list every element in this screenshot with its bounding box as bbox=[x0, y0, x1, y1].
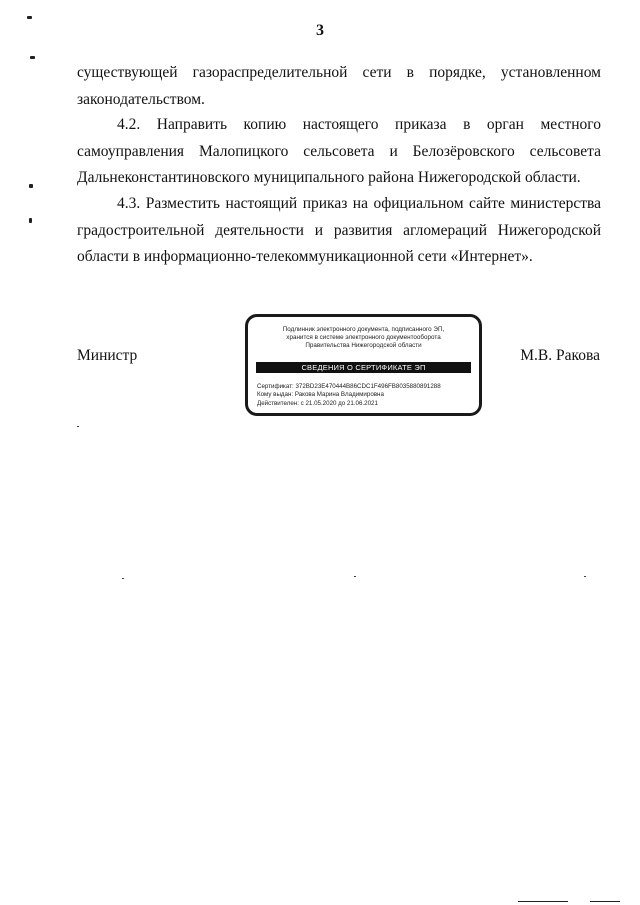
page-number: 3 bbox=[316, 22, 324, 39]
scan-speck bbox=[590, 901, 620, 902]
scan-speck bbox=[354, 576, 356, 577]
stamp-header-line: Подлинник электронного документа, подписанного ЭП, bbox=[282, 326, 445, 333]
stamp-certificate-number: Сертификат: 372BD23E470444B86CDC1F496FB8035880891288 bbox=[257, 383, 441, 390]
scan-speck bbox=[27, 16, 32, 19]
electronic-signature-stamp bbox=[245, 314, 482, 416]
scan-speck bbox=[584, 576, 586, 577]
stamp-validity-period: Действителен: с 21.05.2020 до 21.06.2021 bbox=[257, 399, 378, 407]
stamp-certificate-details bbox=[257, 383, 473, 408]
stamp-header bbox=[254, 326, 473, 350]
stamp-header-line: Правительства Нижегородской области bbox=[305, 342, 422, 349]
scan-speck bbox=[29, 184, 33, 188]
signatory-position: Министр bbox=[77, 347, 138, 364]
stamp-header-line: хранится в системе электронного документооборота bbox=[286, 334, 441, 341]
paragraph-4-2: 4.2. Направить копию настоящего приказа в орган местного самоуправления Малопицкого сельсовета и Белозёровского сельсовета Дальнеконстантиновского муниципального района Нижегородской области. bbox=[77, 116, 601, 186]
stamp-title-bar: СВЕДЕНИЯ О СЕРТИФИКАТЕ ЭП bbox=[256, 362, 471, 373]
scan-speck bbox=[77, 426, 79, 427]
scan-speck bbox=[518, 901, 568, 902]
stamp-issued-to: Кому выдан: Ракова Марина Владимировна bbox=[257, 391, 384, 399]
signatory-name: М.В. Ракова bbox=[520, 347, 600, 364]
paragraph-1: существующей газораспределительной сети в порядке, установленном законодательством. bbox=[77, 64, 601, 108]
scan-speck bbox=[122, 578, 124, 579]
paragraph-4-3: 4.3. Разместить настоящий приказ на официальном сайте министерства градостроительной деятельности и развития агломераций Нижегородской области в информационно-телекоммуникационной сети «Интернет». bbox=[77, 195, 601, 265]
scan-speck bbox=[29, 218, 32, 223]
scan-speck bbox=[30, 56, 35, 59]
